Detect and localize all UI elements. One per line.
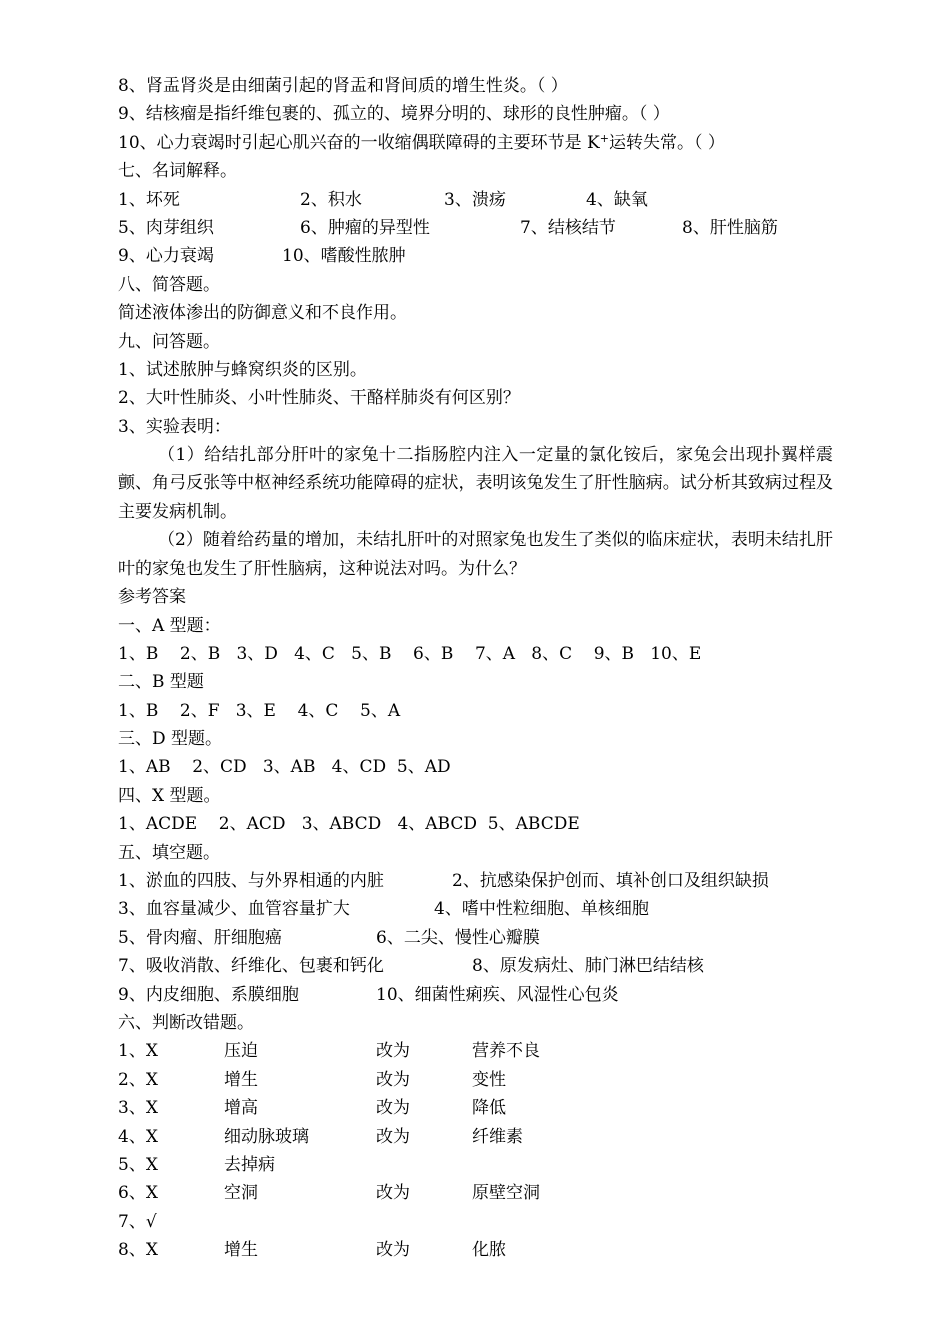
term: 9、心力衰竭 <box>118 246 214 267</box>
term: 5、肉芽组织 <box>118 217 214 238</box>
fill-answer: 4、嗜中性粒细胞、单核细胞 <box>434 899 649 920</box>
fill-row <box>118 924 833 952</box>
correction-new: 变性 <box>472 1069 506 1090</box>
term: 10、嗜酸性脓肿 <box>282 246 406 267</box>
term: 6、肿瘤的异型性 <box>300 217 430 238</box>
question-3: 3、实验表明： <box>118 416 231 437</box>
term-row-1 <box>118 186 833 214</box>
correction-row <box>118 1123 833 1151</box>
section-9-title: 九、问答题。 <box>118 331 220 352</box>
section-8-title: 八、简答题。 <box>118 274 220 295</box>
correction-new: 纤维素 <box>472 1126 523 1147</box>
correction-number: 4、X <box>118 1126 158 1147</box>
correction-original: 空洞 <box>224 1183 258 1204</box>
correction-original: 增高 <box>224 1098 258 1119</box>
fill-row <box>118 895 833 923</box>
term: 2、积水 <box>300 189 362 210</box>
fill-row <box>118 867 833 895</box>
correction-change: 改为 <box>376 1183 410 1204</box>
judge-item-10 <box>118 129 833 157</box>
correction-new: 营养不良 <box>472 1041 540 1062</box>
section-8-question: 简述液体渗出的防御意义和不良作用。 <box>118 303 407 324</box>
answers-d: 1、AB 2、CD 3、AB 4、CD 5、AD <box>118 757 451 778</box>
fill-row <box>118 981 833 1009</box>
answers-x-title: 四、X 型题。 <box>118 785 221 806</box>
correction-table <box>118 1037 833 1264</box>
fill-answer: 2、抗感染保护创而、填补创口及组织缺损 <box>452 871 769 892</box>
term: 3、溃疡 <box>444 189 506 210</box>
term: 4、缺氧 <box>586 189 648 210</box>
correction-original: 压迫 <box>224 1041 258 1062</box>
fill-answer: 5、骨肉瘤、肝细胞癌 <box>118 927 282 948</box>
correction-number: 3、X <box>118 1098 158 1119</box>
correction-new: 降低 <box>472 1098 506 1119</box>
correction-change: 改为 <box>376 1069 410 1090</box>
question-3-part-2: （2）随着给药量的增加，未结扎肝叶的对照家兔也发生了类似的临床症状，表明未结扎肝叶的家兔也发生了肝性脑病，这种说法对吗。为什么？ <box>118 530 833 579</box>
answers-b: 1、B 2、F 3、E 4、C 5、A <box>118 700 401 721</box>
superscript-plus: + <box>599 131 609 145</box>
fill-row <box>118 952 833 980</box>
judge-item-10-tail: 运转失常。（ ） <box>608 132 725 153</box>
judge-item-9: 9、结核瘤是指纤维包裹的、孤立的、境界分明的、球形的良性肿瘤。（ ） <box>118 104 670 125</box>
fill-answer: 7、吸收消散、纤维化、包裹和钙化 <box>118 956 384 977</box>
fill-answer: 8、原发病灶、肺门淋巴结结核 <box>472 956 704 977</box>
correction-change: 改为 <box>376 1041 410 1062</box>
correction-row <box>118 1236 833 1264</box>
correction-row <box>118 1151 833 1179</box>
correction-change: 改为 <box>376 1098 410 1119</box>
question-3-part-1: （1）给结扎部分肝叶的家兔十二指肠腔内注入一定量的氯化铵后，家兔会出现扑翼样震颤、角弓反张等中枢神经系统功能障碍的症状，表明该兔发生了肝性脑病。试分析其致病过程及主要发病机制。 <box>118 445 833 522</box>
answers-title: 参考答案 <box>118 587 186 608</box>
correction-change: 改为 <box>376 1240 410 1261</box>
correction-number: 2、X <box>118 1069 158 1090</box>
section-7-title: 七、名词解释。 <box>118 161 237 182</box>
correction-new: 化脓 <box>472 1240 506 1261</box>
fill-answer: 10、细菌性痢疾、风湿性心包炎 <box>376 984 619 1005</box>
fill-answer: 3、血容量减少、血管容量扩大 <box>118 899 350 920</box>
correction-number: 8、X <box>118 1240 158 1261</box>
term-row-2 <box>118 214 833 242</box>
fill-answer: 1、淤血的四肢、与外界相通的内脏 <box>118 871 384 892</box>
judge-item-8: 8、肾盂肾炎是由细菌引起的肾盂和肾间质的增生性炎。（ ） <box>118 76 568 96</box>
term-row-3 <box>118 242 833 270</box>
answers-a: 1、B 2、B 3、D 4、C 5、B 6、B 7、A 8、C 9、B 10、E <box>118 643 702 664</box>
judge-item-10-text: 10、心力衰竭时引起心肌兴奋的一收缩偶联障碍的主要环节是 K <box>118 132 600 153</box>
correction-original: 增生 <box>224 1240 258 1261</box>
correction-original: 去掉病 <box>224 1154 275 1175</box>
term: 7、结核结节 <box>520 217 616 238</box>
answers-d-title: 三、D 型题。 <box>118 729 223 750</box>
correction-change: 改为 <box>376 1126 410 1147</box>
fill-answer: 6、二尖、慢性心瓣膜 <box>376 927 540 948</box>
answers-fill-title: 五、填空题。 <box>118 842 220 863</box>
correction-row <box>118 1037 833 1065</box>
answers-x: 1、ACDE 2、ACD 3、ABCD 4、ABCD 5、ABCDE <box>118 814 580 835</box>
correction-number: 1、X <box>118 1041 158 1062</box>
correction-row <box>118 1094 833 1122</box>
correction-original: 细动脉玻璃 <box>224 1126 309 1147</box>
answers-correction-title: 六、判断改错题。 <box>118 1012 254 1033</box>
correction-number: 5、X <box>118 1154 158 1175</box>
correction-number: 7、√ <box>118 1211 157 1232</box>
fill-answer: 9、内皮细胞、系膜细胞 <box>118 984 299 1005</box>
document-page <box>118 72 833 1264</box>
correction-row <box>118 1179 833 1207</box>
correction-row <box>118 1066 833 1094</box>
term: 1、坏死 <box>118 189 180 210</box>
question-1: 1、试述脓肿与蜂窝织炎的区别。 <box>118 359 367 380</box>
correction-original: 增生 <box>224 1069 258 1090</box>
term: 8、肝性脑筋 <box>682 217 778 238</box>
question-2: 2、大叶性肺炎、小叶性肺炎、干酪样肺炎有何区别？ <box>118 388 520 409</box>
answers-b-title: 二、B 型题 <box>118 672 204 693</box>
correction-new: 原壁空洞 <box>472 1183 540 1204</box>
answers-a-title: 一、A 型题： <box>118 615 221 636</box>
correction-number: 6、X <box>118 1183 158 1204</box>
correction-row <box>118 1208 833 1236</box>
